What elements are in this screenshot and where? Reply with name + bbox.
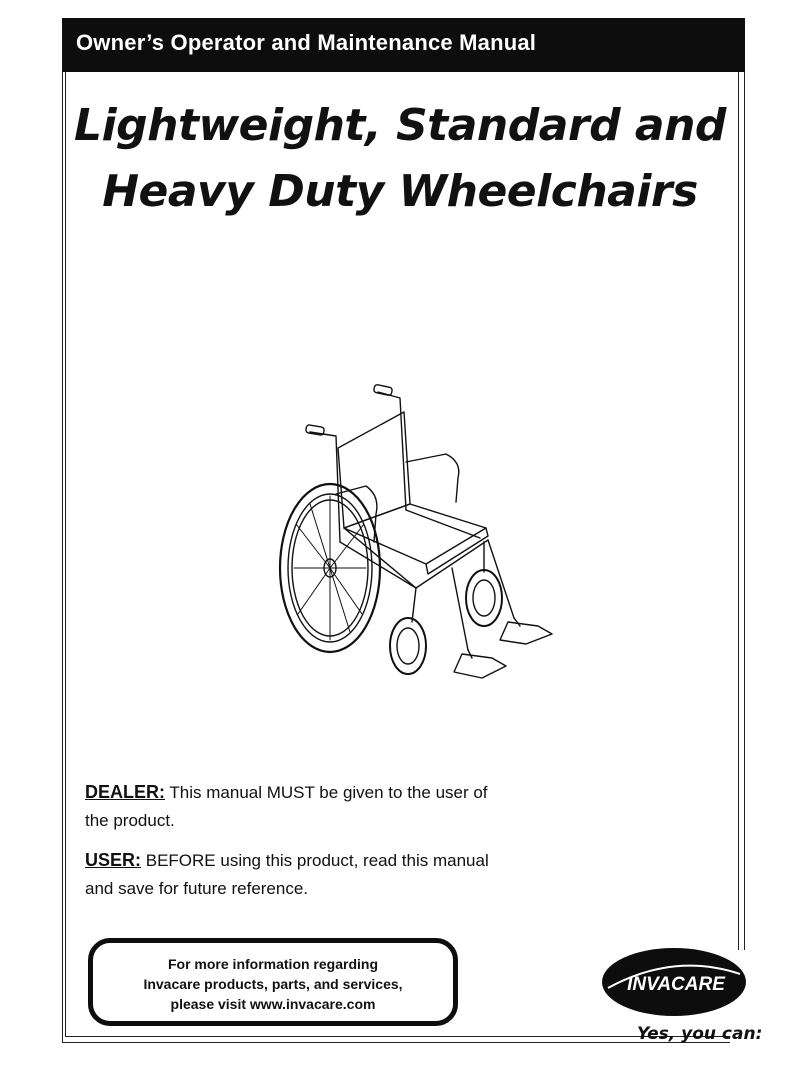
invacare-logo (600, 944, 748, 1020)
user-notice (85, 846, 505, 903)
info-box (88, 938, 458, 1026)
dealer-label: DEALER: (85, 782, 165, 802)
logo-text: INVACARE (627, 974, 725, 995)
header-title: Owner’s Operator and Maintenance Manual (76, 30, 537, 55)
wheelchair-illustration (276, 382, 560, 684)
info-line-1: For more information regarding (167, 956, 378, 972)
user-text: BEFORE using this product, read this manual and save for future reference. (85, 851, 489, 898)
dealer-text: This manual MUST be given to the user of the product. (85, 783, 488, 830)
dealer-notice (85, 778, 505, 835)
user-label: USER: (85, 850, 142, 870)
caster-wheel-front (390, 618, 426, 674)
info-line-2: Invacare products, parts, and services, (143, 976, 403, 992)
document-title-line-2: Heavy Duty Wheelchairs (102, 166, 698, 217)
caster-wheel-rear (466, 570, 502, 626)
header-bar (62, 18, 745, 72)
info-line-3: please visit www.invacare.com (170, 996, 376, 1012)
tagline: Yes, you can: (637, 1024, 763, 1044)
document-title-line-1: Lightweight, Standard and (74, 100, 726, 151)
